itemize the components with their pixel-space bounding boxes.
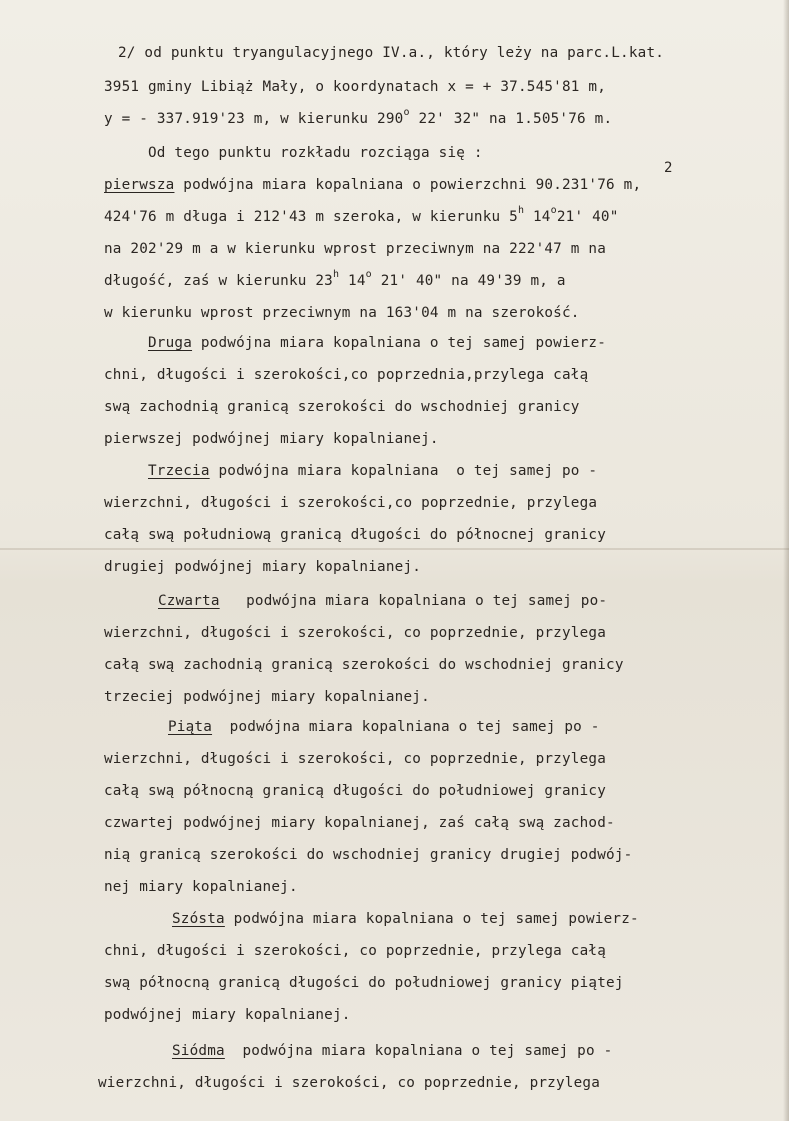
p3-title: Trzecia: [148, 463, 210, 479]
p6-line-2: chni, długości i szerokości, co poprzednie, przylega całą: [104, 943, 607, 959]
p1-line-4-b: 14: [339, 273, 366, 289]
p3-line-1-rest: podwójna miara kopalniana o tej samej po -: [209, 463, 598, 479]
p7-title: Siódma: [172, 1043, 225, 1059]
p6-title: Szósta: [172, 911, 225, 927]
p1-line-2: [104, 205, 619, 226]
p4-line-2: wierzchni, długości i szerokości, co poprzednie, przylega: [104, 625, 607, 641]
p5-line-1: [168, 718, 600, 736]
section2-line-3-b: 22' 32" na 1.505'76 m.: [409, 111, 613, 127]
p1-line-2-c: 21' 40": [556, 209, 619, 225]
p5-title: Piąta: [168, 719, 213, 735]
area-superscript: 2: [664, 160, 673, 176]
paper-fold-line: [0, 548, 789, 550]
p1-line-2-a: 424'76 m długa i 212'43 m szeroka, w kierunku 5: [104, 209, 518, 225]
p6-line-4: podwójnej miary kopalnianej.: [104, 1007, 351, 1023]
p3-line-4: drugiej podwójnej miary kopalnianej.: [104, 559, 422, 575]
p3-line-1: [148, 462, 597, 480]
section2-line-1: 2/ od punktu tryangulacyjnego IV.a., który leży na parc.L.kat.: [118, 45, 665, 61]
p1-line-3: na 202'29 m a w kierunku wprost przeciwnym na 222'47 m na: [104, 241, 607, 257]
p2-line-4: pierwszej podwójnej miary kopalnianej.: [104, 431, 439, 447]
p2-line-2: chni, długości i szerokości,co poprzednia,przylega całą: [104, 367, 589, 383]
p6-line-1: [172, 910, 639, 928]
paper-edge-shadow: [783, 0, 789, 1121]
p6-line-3: swą północną granicą długości do południowej granicy piątej: [104, 975, 624, 991]
p2-title: Druga: [148, 335, 193, 351]
p1-line-4: [104, 269, 566, 290]
p5-line-4: czwartej podwójnej miary kopalnianej, zaś całą swą zachod-: [104, 815, 615, 831]
p7-line-1: [172, 1042, 612, 1060]
p1-line-5: w kierunku wprost przeciwnym na 163'04 m na szerokość.: [104, 305, 580, 321]
p5-line-5: nią granicą szerokości do wschodniej granicy drugiej podwój-: [104, 847, 633, 863]
hour-mark: h: [333, 269, 340, 280]
section2-line-2: 3951 gminy Libiąż Mały, o koordynatach x = + 37.545'81 m,: [104, 79, 607, 95]
degree-mark: o: [550, 205, 557, 216]
p2-line-3: swą zachodnią granicą szerokości do wschodniej granicy: [104, 399, 580, 415]
section2-line-3: [104, 107, 613, 128]
p7-line-2: wierzchni, długości i szerokości, co poprzednie, przylega: [98, 1075, 601, 1091]
p5-line-6: nej miary kopalnianej.: [104, 879, 298, 895]
hour-mark: h: [517, 205, 525, 216]
degree-mark: o: [365, 269, 372, 280]
p4-line-1: [158, 592, 607, 610]
p3-line-3: całą swą południową granicą długości do północnej granicy: [104, 527, 607, 543]
p2-line-1: [148, 334, 606, 352]
p5-line-1-rest: podwójna miara kopalniana o tej samej po -: [212, 719, 600, 735]
p4-title: Czwarta: [158, 593, 220, 609]
p6-line-1-rest: podwójna miara kopalniana o tej samej powierz-: [224, 911, 639, 927]
p4-line-1-rest: podwójna miara kopalniana o tej samej po-: [219, 593, 608, 609]
p1-line-4-c: 21' 40" na 49'39 m, a: [371, 273, 566, 289]
p4-line-4: trzeciej podwójnej miary kopalnianej.: [104, 689, 430, 705]
p1-line-2-b: 14: [524, 209, 551, 225]
section2-line-4: Od tego punktu rozkładu rozciąga się :: [148, 145, 483, 161]
p7-line-1-rest: podwójna miara kopalniana o tej samej po -: [224, 1043, 613, 1059]
p1-line-4-a: długość, zaś w kierunku 23: [104, 273, 333, 289]
degree-mark: o: [403, 107, 410, 118]
p3-line-2: wierzchni, długości i szerokości,co poprzednie, przylega: [104, 495, 598, 511]
p5-line-3: całą swą północną granicą długości do południowej granicy: [104, 783, 607, 799]
p1-line-1-rest: podwójna miara kopalniana o powierzchni 90.231'76 m,: [174, 177, 642, 193]
p1-line-1: [104, 176, 641, 194]
p2-line-1-rest: podwójna miara kopalniana o tej samej powierz-: [192, 335, 606, 351]
p5-line-2: wierzchni, długości i szerokości, co poprzednie, przylega: [104, 751, 607, 767]
section2-line-3-a: y = - 337.919'23 m, w kierunku 290: [104, 111, 404, 127]
p4-line-3: całą swą zachodnią granicą szerokości do wschodniej granicy: [104, 657, 624, 673]
p1-title: pierwsza: [104, 177, 175, 193]
